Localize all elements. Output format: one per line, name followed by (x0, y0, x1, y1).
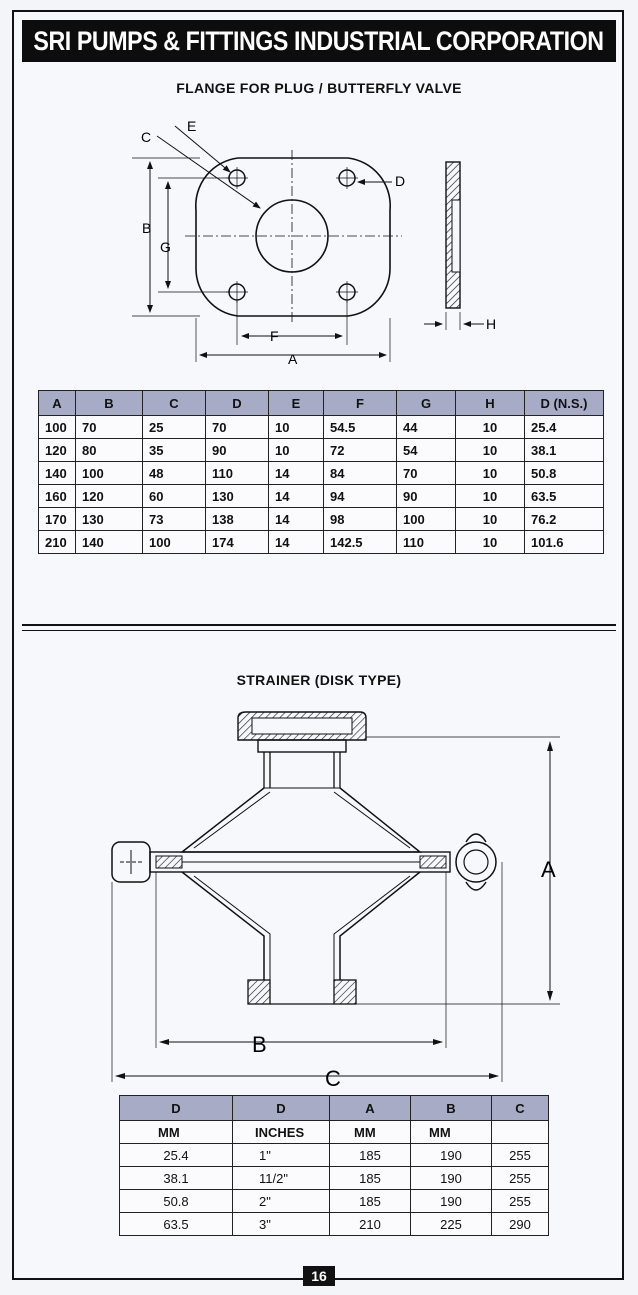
table-cell: 120 (76, 485, 143, 508)
wing-nut (456, 842, 496, 882)
company-banner (22, 20, 616, 62)
label-c: C (141, 129, 152, 145)
table-cell: 160 (39, 485, 76, 508)
upper-cone (182, 788, 420, 852)
table-row (120, 1167, 549, 1190)
table-cell: 101.6 (525, 531, 604, 554)
table-cell: 38.1 (525, 439, 604, 462)
table-cell: 290 (492, 1213, 549, 1236)
column-header: G (397, 391, 456, 416)
table-cell: 138 (206, 508, 269, 531)
table-cell: 130 (206, 485, 269, 508)
table-cell: 11/2" (233, 1167, 330, 1190)
table-cell: 140 (39, 462, 76, 485)
table-cell: 255 (492, 1167, 549, 1190)
table-cell: 14 (269, 508, 324, 531)
units-row (120, 1121, 549, 1144)
table-cell: 84 (324, 462, 397, 485)
section-divider (22, 624, 616, 626)
table-row (39, 531, 604, 554)
table-cell: 100 (143, 531, 206, 554)
table-cell: 90 (206, 439, 269, 462)
table-cell: 72 (324, 439, 397, 462)
lower-cone (182, 872, 420, 980)
unit-cell (492, 1121, 549, 1144)
table-header-row (39, 391, 604, 416)
table-cell: 10 (456, 462, 525, 485)
table-cell: 70 (76, 416, 143, 439)
table-cell: 14 (269, 485, 324, 508)
table-row (120, 1144, 549, 1167)
flange-section-title: FLANGE FOR PLUG / BUTTERFLY VALVE (176, 80, 462, 96)
table-cell: 73 (143, 508, 206, 531)
column-header: D (N.S.) (525, 391, 604, 416)
table-row (39, 439, 604, 462)
table-cell: 110 (397, 531, 456, 554)
table-cell: 1" (233, 1144, 330, 1167)
table-cell: 210 (330, 1213, 411, 1236)
unit-cell: INCHES (233, 1121, 330, 1144)
table-row (39, 462, 604, 485)
table-row (120, 1213, 549, 1236)
table-cell: 54.5 (324, 416, 397, 439)
table-cell: 54 (397, 439, 456, 462)
table-cell: 50.8 (525, 462, 604, 485)
unit-cell: MM (120, 1121, 233, 1144)
page-number: 16 (303, 1266, 335, 1286)
label-e: E (187, 118, 197, 134)
table-cell: 225 (411, 1213, 492, 1236)
column-header: D (233, 1096, 330, 1121)
flange-dimension-table (38, 390, 604, 554)
table-cell: 140 (76, 531, 143, 554)
table-cell: 10 (456, 508, 525, 531)
company-title: SRI PUMPS & FITTINGS INDUSTRIAL CORPORATION (33, 25, 605, 56)
column-header: A (39, 391, 76, 416)
table-cell: 14 (269, 462, 324, 485)
label-b: B (252, 1032, 267, 1057)
table-cell: 10 (456, 416, 525, 439)
label-a: A (288, 351, 298, 367)
label-f: F (270, 328, 279, 344)
table-cell: 98 (324, 508, 397, 531)
table-cell: 76.2 (525, 508, 604, 531)
table-cell: 70 (397, 462, 456, 485)
unit-cell: MM (411, 1121, 492, 1144)
column-header: H (456, 391, 525, 416)
section-divider (22, 630, 616, 631)
table-row (39, 485, 604, 508)
table-cell: 190 (411, 1144, 492, 1167)
column-header: A (330, 1096, 411, 1121)
table-cell: 174 (206, 531, 269, 554)
table-cell: 110 (206, 462, 269, 485)
label-g: G (160, 239, 171, 255)
table-cell: 48 (143, 462, 206, 485)
column-header: C (492, 1096, 549, 1121)
table-cell: 44 (397, 416, 456, 439)
column-header: D (206, 391, 269, 416)
table-cell: 190 (411, 1167, 492, 1190)
table-cell: 70 (206, 416, 269, 439)
table-cell: 35 (143, 439, 206, 462)
label-b: B (142, 220, 152, 236)
table-cell: 210 (39, 531, 76, 554)
table-cell: 25.4 (525, 416, 604, 439)
table-cell: 170 (39, 508, 76, 531)
table-row (39, 508, 604, 531)
table-cell: 185 (330, 1144, 411, 1167)
unit-cell: MM (330, 1121, 411, 1144)
table-cell: 10 (456, 531, 525, 554)
table-cell: 63.5 (120, 1213, 233, 1236)
table-cell: 10 (456, 439, 525, 462)
strainer-drawing (0, 700, 638, 1090)
strainer-dimension-table (119, 1095, 549, 1236)
column-header: B (76, 391, 143, 416)
table-cell: 10 (456, 485, 525, 508)
table-cell: 190 (411, 1190, 492, 1213)
label-c: C (325, 1066, 341, 1090)
table-cell: 100 (39, 416, 76, 439)
table-cell: 50.8 (120, 1190, 233, 1213)
column-header: D (120, 1096, 233, 1121)
label-d: D (395, 173, 406, 189)
table-cell: 255 (492, 1190, 549, 1213)
table-cell: 80 (76, 439, 143, 462)
table-cell: 120 (39, 439, 76, 462)
table-cell: 2" (233, 1190, 330, 1213)
table-cell: 142.5 (324, 531, 397, 554)
flange-drawing (0, 110, 638, 370)
table-cell: 3" (233, 1213, 330, 1236)
table-cell: 185 (330, 1167, 411, 1190)
label-h: H (486, 316, 497, 332)
table-cell: 60 (143, 485, 206, 508)
table-cell: 25.4 (120, 1144, 233, 1167)
column-header: F (324, 391, 397, 416)
table-cell: 100 (76, 462, 143, 485)
table-cell: 63.5 (525, 485, 604, 508)
table-row (120, 1190, 549, 1213)
table-cell: 130 (76, 508, 143, 531)
table-cell: 14 (269, 531, 324, 554)
table-cell: 38.1 (120, 1167, 233, 1190)
strainer-section-title: STRAINER (DISK TYPE) (236, 672, 402, 688)
table-header-row (120, 1096, 549, 1121)
column-header: B (411, 1096, 492, 1121)
table-cell: 10 (269, 439, 324, 462)
label-a: A (541, 857, 556, 882)
table-cell: 255 (492, 1144, 549, 1167)
table-cell: 94 (324, 485, 397, 508)
column-header: E (269, 391, 324, 416)
table-row (39, 416, 604, 439)
table-cell: 25 (143, 416, 206, 439)
table-cell: 185 (330, 1190, 411, 1213)
column-header: C (143, 391, 206, 416)
table-cell: 90 (397, 485, 456, 508)
table-cell: 100 (397, 508, 456, 531)
table-cell: 10 (269, 416, 324, 439)
